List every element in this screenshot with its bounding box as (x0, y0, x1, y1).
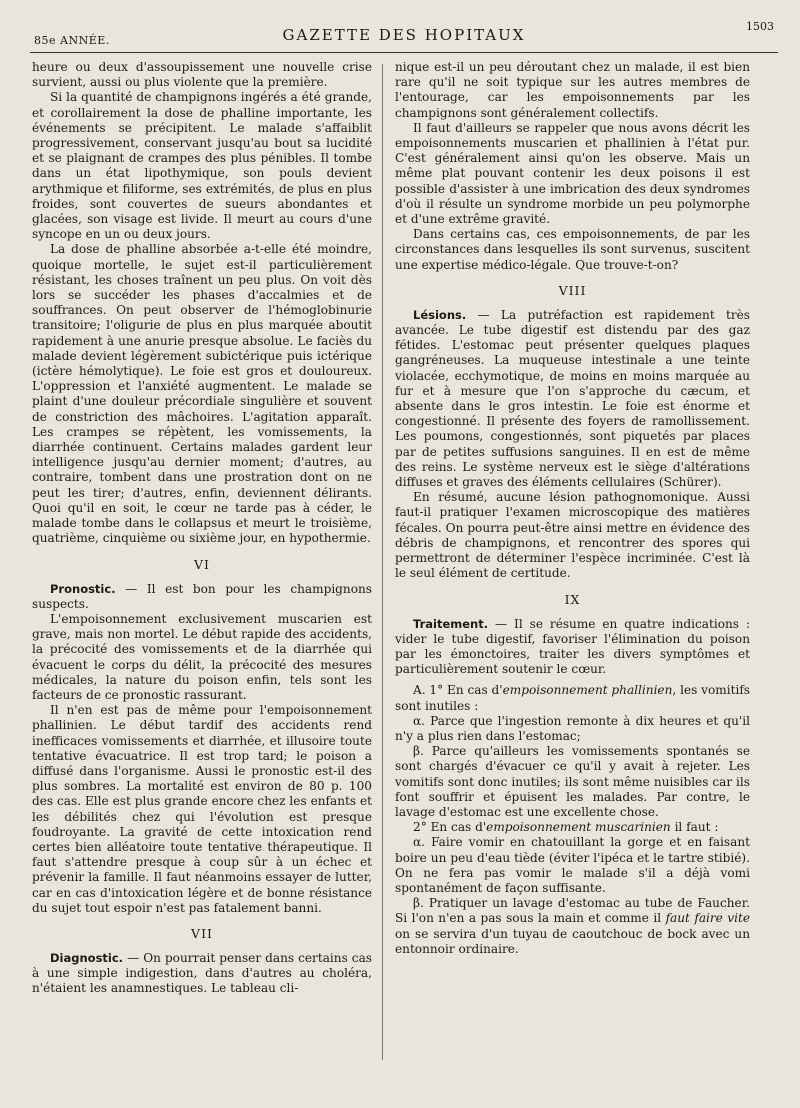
page-number: 1503 (746, 20, 774, 33)
paragraph-traitement (395, 617, 750, 678)
page-header (30, 18, 778, 48)
paragraph-diagnostic (32, 951, 372, 997)
paragraph: L'empoisonnement exclusivement muscarien est grave, mais non mortel. Le début rapide des accidents, la précocité des vomissements et de la diarrhée qui évacuent le corps du délit, la précocité des mesures médicales, la nature du poison enfin, tels sont les facteurs de ce pronostic rassurant. (32, 611, 372, 702)
section-heading-vii: VII (191, 925, 213, 941)
paragraph: En résumé, aucune lésion pathognomonique. Aussi faut-il pratiquer l'examen microscopique des matières fécales. On pourra peut-être ainsi mettre en évidence des débris de champignons, et rencontrer des spores qui permettront de déterminer l'espèce incriminée. C'est là le seul élément de certitude. (395, 490, 750, 581)
paragraph-text: — On pourrait penser dans certains cas à une simple indigestion, dans d'autres au choléra, n'étaient les anamnestiques. Le tableau cli- (32, 950, 372, 996)
column-divider (382, 64, 383, 1060)
item-a (395, 683, 750, 713)
paragraph-text: — La putréfaction est rapidement très avancée. Le tube digestif est distendu par des gaz fétides. L'estomac peut présenter quelques plaques gangréneuses. La muqueuse intestinale a une teinte violacée, ecchymotique, de moins en moins marquée au fur et à mesure que l'on s'approche du cæcum, et absente dans le gros intestin. Le foie est énorme et congestionné. Il présente des foyers de ramollissement. Les poumons, congestionnés, sont piquetés par places par de petites suffusions sanguines. Il en est de même des reins. Le système nerveux est le siège d'altérations diffuses et graves des éléments cellulaires (Schürer). (395, 307, 750, 490)
paragraph: heure ou deux d'assoupissement une nouvelle crise survient, aussi ou plus violente que la première. (32, 60, 372, 90)
section-heading-viii: VIII (558, 282, 587, 298)
journal-title: GAZETTE DES HOPITAUX (282, 26, 526, 44)
item-b-alpha: α. Faire vomir en chatouillant la gorge et en faisant boire un peu d'eau tiède (éviter l'ipéca et le tartre stibié). On ne fera pas vomir le malade s'il a déjà vomi spontanément de façon suffisante. (395, 835, 750, 895)
run-in-heading: Pronostic. (50, 581, 116, 596)
text-run: β. Pratiquer un lavage d'estomac au tube de Faucher. Si l'on n'en a pas sous la main et comme il (395, 896, 750, 926)
italic-run: empoisonnement muscarinien (486, 820, 671, 835)
paragraph: La dose de phalline absorbée a-t-elle été moindre, quoique mortelle, le sujet est-il particulièrement résistant, les choses traînent un peu plus. On voit dès lors se succéder les phases d'accalmies et de souffrances. On peut observer de l'hémoglobinurie transitoire; l'oligurie de plus en plus marquée aboutit rapidement à une anurie presque absolue. Le faciès du malade devient légèrement subictérique puis ictérique (ictère hémolytique). Le foie est gros et douloureux. L'oppression et l'anxiété augmentent. Le malade se plaint d'une douleur précordiale singulière et souvent de constriction des mâchoires. L'agitation apparaît. Les crampes se répètent, les vomissements, la diarrhée continuent. Certains malades gardent leur intelligence jusqu'au dernier moment; d'autres, au contraire, tombent dans une prostration dont on ne peut les tirer; d'autres, enfin, deviennent délirants. Quoi qu'il en soit, le cœur ne tarde pas à céder, le malade tombe dans le collapsus et meurt le troisième, quatrième, cinquième ou sixième jour, en hypothermie. (32, 242, 372, 546)
section-heading-ix: IX (564, 591, 581, 607)
run-in-heading: Diagnostic. (50, 950, 124, 965)
italic-run: faut faire vite (665, 911, 750, 926)
paragraph-text: — Il se résume en quatre indications : vider le tube digestif, favoriser l'élimination du poison par les émonctoires, traiter les divers symptômes et particulièrement soutenir le cœur. (395, 616, 750, 677)
paragraph-pronostic (32, 582, 372, 612)
text-run: A. 1° En cas d' (413, 683, 503, 698)
text-run: 2° En cas d' (413, 820, 487, 835)
item-b (395, 820, 750, 835)
text-run: il faut : (670, 820, 719, 835)
item-a-alpha: α. Parce que l'ingestion remonte à dix heures et qu'il n'y a plus rien dans l'estomac; (395, 713, 750, 743)
paragraph-text: — Il est bon pour les champignons suspects. (32, 581, 372, 611)
text-run: on se servira d'un tuyau de caoutchouc de bock avec un entonnoir ordinaire. (395, 926, 750, 956)
italic-run: empoisonnement phallinien (502, 683, 673, 698)
run-in-heading: Traitement. (413, 616, 489, 631)
paragraph: Il faut d'ailleurs se rappeler que nous avons décrit les empoisonnements muscarien et phallinien à l'état pur. C'est généralement ainsi qu'on les observe. Mais un même plat pouvant contenir les deux poisons il est possible d'assister à une imbrication des deux syndromes d'où il résulte un syndrome morbide un peu polymorphe et d'une extrême gravité. (395, 120, 750, 227)
paragraph: Si la quantité de champignons ingérés a été grande, et corollairement la dose de phalline importante, les événements se précipitent. Le malade s'affaiblit progressivement, conservant jusqu'au bout sa lucidité et se plaignant de crampes des plus pénibles. Il tombe dans un état lipothymique, son pouls devient arythmique et filiforme, ses extrémités, de plus en plus froides, sont couvertes de sueurs abondantes et glacées, son visage est livide. Il meurt au cours d'une syncope en un ou deux jours. (32, 90, 372, 242)
item-b-beta (395, 896, 750, 957)
run-in-heading: Lésions. (413, 307, 467, 322)
left-column (32, 60, 372, 997)
paragraph-lesions (395, 308, 750, 490)
section-heading-vi: VI (194, 556, 210, 572)
paragraph: nique est-il un peu déroutant chez un malade, il est bien rare qu'il ne soit typique sur les autres membres de l'entourage, car les empoisonnements par les champignons sont généralement collectifs. (395, 60, 750, 120)
item-a-beta: β. Parce qu'ailleurs les vomissements spontanés se sont chargés d'évacuer ce qu'il y avait à rejeter. Les vomitifs sont donc inutiles; ils sont même nuisibles car ils font souffrir et épuisent les malades. Par contre, le lavage d'estomac est une excellente chose. (395, 744, 750, 819)
paragraph: Dans certains cas, ces empoisonnements, de par les circonstances dans lesquelles ils sont survenus, suscitent une expertise médico-légale. Que trouve-t-on? (395, 227, 750, 272)
text-run: , les vomitifs sont inutiles : (395, 683, 751, 713)
paragraph: Il n'en est pas de même pour l'empoisonnement phallinien. Le début tardif des accidents rend inefficaces vomissements et diarrhée, et illusoire toute tentative évacuatrice. Il est trop tard; le poison a diffusé dans l'organisme. Aussi le pronostic est-il des plus sombres. La mortalité est environ de 80 p. 100 des cas. Elle est plus grande encore chez les enfants et les débilités chez qui l'évolution est presque foudroyante. La gravité de cette intoxication rend certes bien alléatoire toute tentative thérapeutique. Il faut s'attendre presque à coup sûr à un échec et prévenir la famille. Il faut néanmoins essayer de lutter, car en cas d'intoxication légère et de bonne résistance du sujet tout espoir n'est pas fatalement banni. (32, 703, 372, 915)
right-column (395, 60, 750, 957)
year-label: 85e ANNÉE. (34, 34, 110, 47)
header-rule (30, 52, 778, 53)
